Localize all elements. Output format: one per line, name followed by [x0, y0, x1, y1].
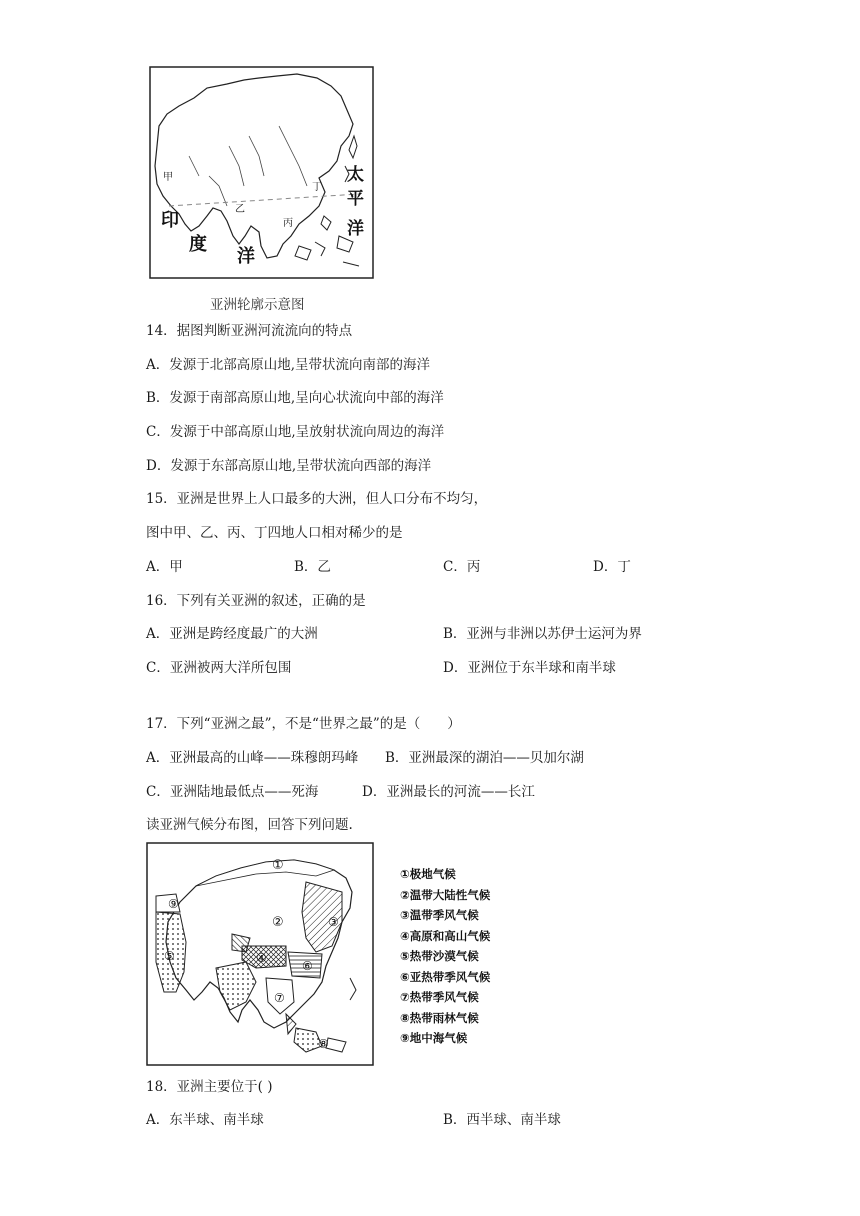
- climate-intro: 读亚洲气候分布图，回答下列问题.: [146, 817, 353, 833]
- q17-option-c[interactable]: C．亚洲陆地最低点——死海: [146, 784, 319, 800]
- legend-item-2: ②温带大陆性气候: [400, 887, 491, 902]
- map1-caption: 亚洲轮廓示意图: [210, 297, 305, 313]
- legend-item-6: ⑥亚热带季风气候: [400, 969, 491, 984]
- pacific-char-1: 太: [347, 165, 364, 185]
- asia-climate-map: [146, 842, 374, 1066]
- climate-mark-3: ③: [328, 915, 339, 929]
- legend-item-5: ⑤热带沙漠气候: [400, 949, 479, 963]
- q14-option-b[interactable]: B．发源于南部高原山地,呈向心状流向中部的海洋: [146, 390, 444, 406]
- climate-mark-7: ⑦: [274, 991, 285, 1005]
- pacific-char-3: 洋: [347, 219, 364, 239]
- q18-option-a[interactable]: A．东半球、南半球: [146, 1112, 264, 1128]
- q17-option-a[interactable]: A．亚洲最高的山峰——珠穆朗玛峰: [146, 750, 359, 766]
- q17-stem: 17．下列“亚洲之最”，不是“世界之最”的是（ ）: [146, 716, 461, 732]
- q15-stem-line1: 15．亚洲是世界上人口最多的大洲，但人口分布不均匀，: [146, 491, 488, 507]
- legend-item-3: ③温带季风气候: [400, 908, 479, 922]
- label-yi: 乙: [235, 204, 245, 215]
- q16-option-b[interactable]: B．亚洲与非洲以苏伊士运河为界: [443, 626, 642, 642]
- climate-mark-2: ②: [272, 915, 284, 930]
- indian-char-2: 度: [189, 234, 207, 255]
- q14-option-a[interactable]: A．发源于北部高原山地,呈带状流向南部的海洋: [146, 357, 431, 373]
- q15-option-b[interactable]: B．乙: [294, 559, 331, 575]
- legend-item-4: ④高原和高山气候: [400, 928, 491, 943]
- legend-item-1: ①极地气候: [400, 867, 456, 881]
- q15-option-a[interactable]: A．甲: [146, 559, 183, 575]
- q18-option-b[interactable]: B．西半球、南半球: [443, 1112, 561, 1128]
- legend-item-8: ⑧热带雨林气候: [400, 1010, 479, 1025]
- label-jia: 甲: [163, 172, 173, 183]
- q16-option-a[interactable]: A．亚洲是跨经度最广的大洲: [146, 626, 318, 642]
- q18-stem: 18．亚洲主要位于( ): [146, 1079, 273, 1095]
- climate-mark-1: ①: [272, 858, 284, 873]
- q15-option-c[interactable]: C．丙: [443, 559, 481, 575]
- label-bing: 丙: [283, 218, 293, 229]
- q17-option-b[interactable]: B．亚洲最深的湖泊——贝加尔湖: [385, 750, 584, 766]
- q14-option-c[interactable]: C．发源于中部高原山地,呈放射状流向周边的海洋: [146, 424, 445, 440]
- q16-stem: 16．下列有关亚洲的叙述，正确的是: [146, 593, 366, 609]
- climate-mark-9: ⑨: [168, 897, 179, 911]
- label-ding: 丁: [312, 182, 322, 193]
- q16-option-d[interactable]: D．亚洲位于东半球和南半球: [443, 660, 616, 676]
- climate-mark-6: ⑥: [302, 959, 313, 973]
- q17-option-d[interactable]: D．亚洲最长的河流——长江: [362, 784, 535, 800]
- asia-outline-map: [149, 66, 375, 280]
- pacific-char-2: 平: [347, 189, 364, 209]
- q15-stem-line2: 图中甲、乙、丙、丁四地人口相对稀少的是: [146, 525, 403, 541]
- climate-legend: [400, 864, 490, 1049]
- q15-option-d[interactable]: D．丁: [593, 559, 631, 575]
- climate-mark-8: ⑧: [318, 1037, 329, 1051]
- q16-option-c[interactable]: C．亚洲被两大洋所包围: [146, 660, 292, 676]
- legend-item-9: ⑨地中海气候: [400, 1031, 468, 1045]
- q14-stem: 14．据图判断亚洲河流流向的特点: [146, 323, 353, 339]
- indian-char-1: 印: [161, 210, 179, 231]
- indian-char-3: 洋: [237, 246, 255, 267]
- legend-item-7: ⑦热带季风气候: [400, 990, 479, 1004]
- climate-mark-5: ⑤: [164, 949, 175, 963]
- climate-mark-4: ④: [256, 951, 267, 965]
- q14-option-d[interactable]: D．发源于东部高原山地,呈带状流向西部的海洋: [146, 458, 432, 474]
